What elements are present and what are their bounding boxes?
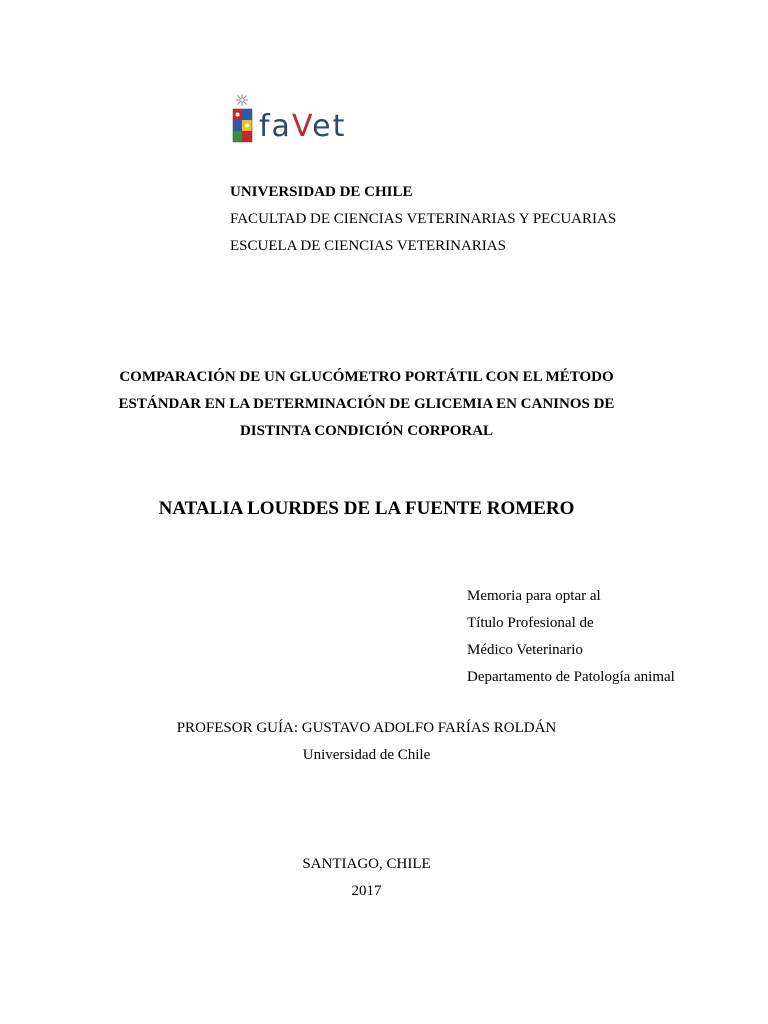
wordmark-part: fa <box>259 109 292 144</box>
advisor-affiliation: Universidad de Chile <box>302 747 431 763</box>
degree-line: Médico Veterinario <box>467 642 583 658</box>
advisor-name: PROFESOR GUÍA: GUSTAVO ADOLFO FARÍAS ROLDÁN <box>176 720 557 736</box>
degree-line: Departamento de Patología animal <box>467 669 675 685</box>
title-line: ESTÁNDAR EN LA DETERMINACIÓN DE GLICEMIA EN CANINOS DE <box>118 396 615 412</box>
author-text: NATALIA LOURDES DE LA FUENTE ROMERO <box>158 498 575 519</box>
degree-line: Memoria para optar al <box>467 588 601 604</box>
degree-line: Título Profesional de <box>467 615 594 631</box>
faculty-name: FACULTAD DE CIENCIAS VETERINARIAS Y PECUARIAS <box>230 211 617 227</box>
favet-logo <box>230 92 346 144</box>
institution-header <box>230 179 616 260</box>
place-date-block <box>0 851 768 905</box>
school-name: ESCUELA DE CIENCIAS VETERINARIAS <box>230 238 506 254</box>
title-line: COMPARACIÓN DE UN GLUCÓMETRO PORTÁTIL CON EL MÉTODO <box>119 369 614 385</box>
year: 2017 <box>351 883 382 899</box>
title-line: DISTINTA CONDICIÓN CORPORAL <box>239 423 494 439</box>
advisor-block <box>0 715 768 769</box>
university-shield-icon <box>230 92 256 144</box>
university-name: UNIVERSIDAD DE CHILE <box>230 184 413 200</box>
degree-statement <box>467 583 675 691</box>
thesis-title <box>0 364 768 445</box>
city: SANTIAGO, CHILE <box>302 856 431 872</box>
wordmark-part: et <box>312 109 347 144</box>
wordmark-accent: V <box>291 109 313 144</box>
author-name <box>0 498 768 520</box>
favet-wordmark <box>259 109 347 144</box>
